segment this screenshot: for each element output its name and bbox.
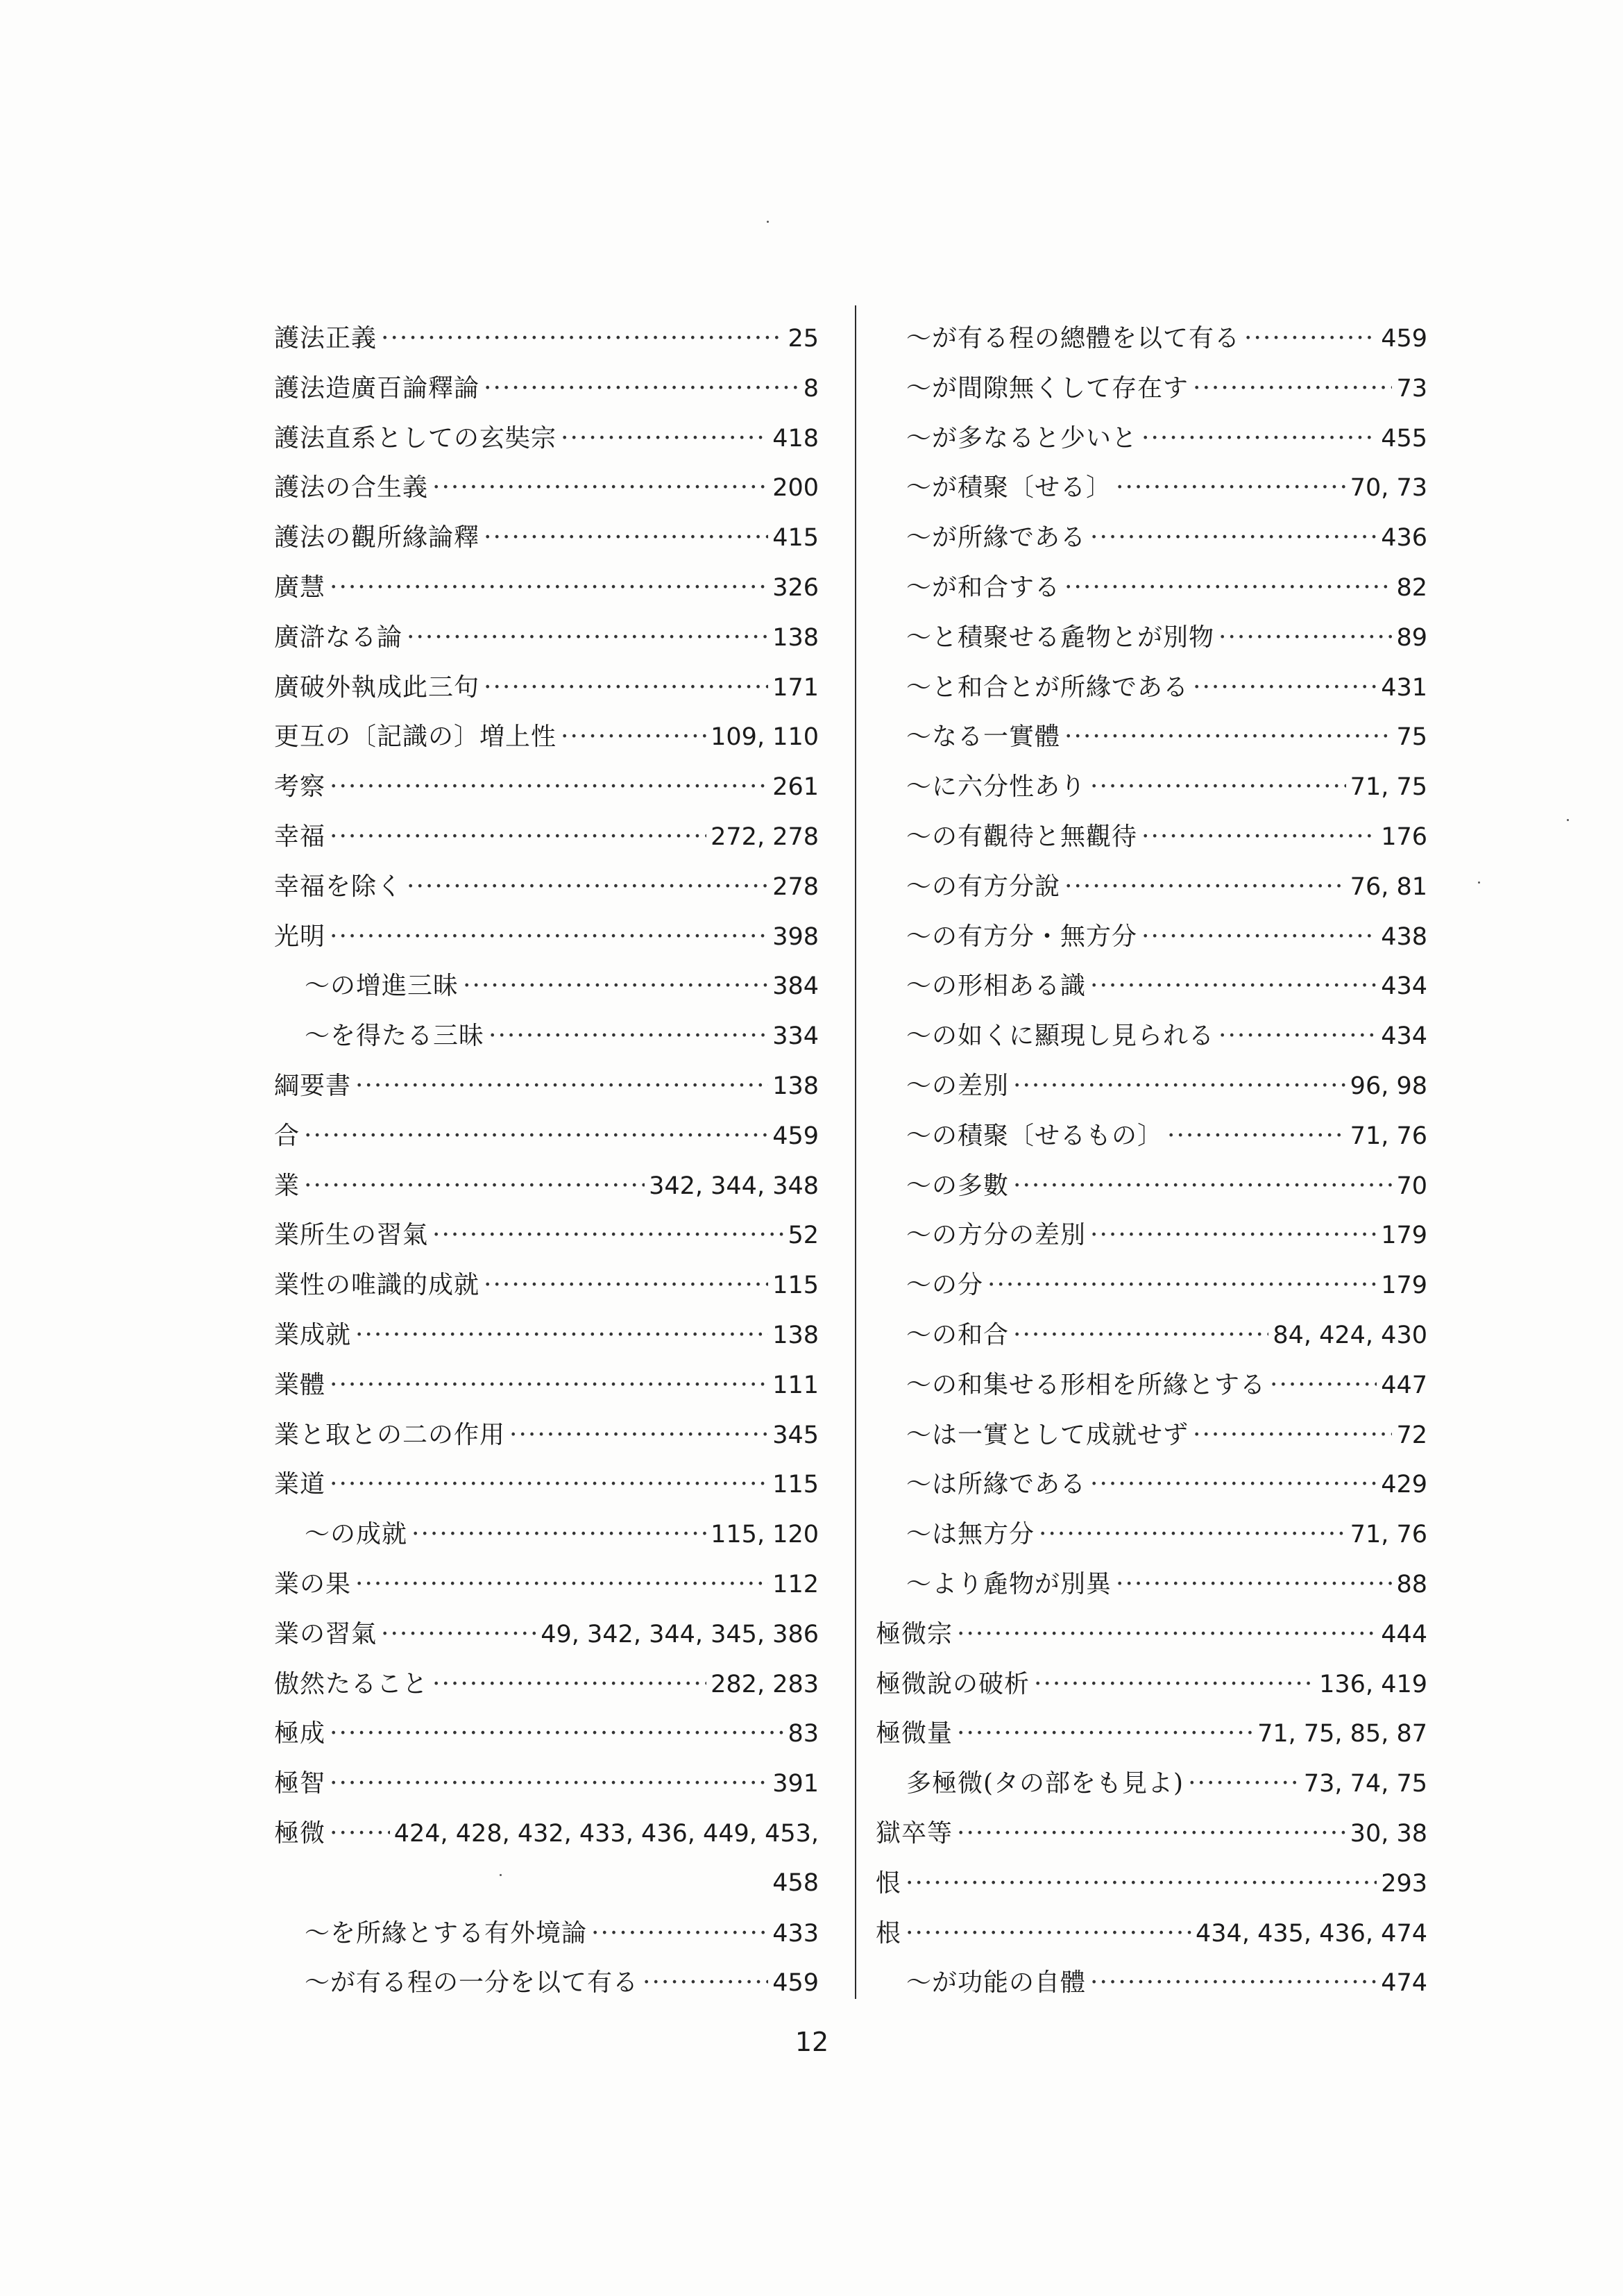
index-pages: 52 xyxy=(788,1222,819,1250)
leader-dots xyxy=(381,1610,536,1660)
leader-dots xyxy=(432,1210,783,1260)
index-term: 考察 xyxy=(274,773,326,802)
index-term: ～の如くに顯現し見られる xyxy=(906,1022,1215,1051)
index-entry xyxy=(274,1958,819,2008)
index-pages: 455 xyxy=(1381,424,1427,453)
index-entry xyxy=(876,414,1427,464)
index-entry xyxy=(274,1809,819,1859)
index-term: ～が和合する xyxy=(906,573,1061,602)
index-pages: 96, 98 xyxy=(1350,1072,1427,1100)
index-pages: 138 xyxy=(772,1321,819,1349)
leader-dots xyxy=(330,1809,390,1859)
index-pages: 111 xyxy=(772,1371,819,1399)
leader-dots xyxy=(1090,1958,1377,2008)
index-pages: 109, 110 xyxy=(711,723,819,752)
index-entry xyxy=(876,1560,1427,1610)
index-pages: 444 xyxy=(1381,1620,1427,1648)
leader-dots xyxy=(509,1410,768,1460)
index-pages: 73 xyxy=(1396,374,1427,403)
index-entry xyxy=(274,613,819,663)
index-term: ～が有る程の總體を以て有る xyxy=(906,324,1241,353)
index-entry xyxy=(274,1709,819,1759)
index-entry xyxy=(876,364,1427,414)
leader-dots xyxy=(1116,1560,1392,1610)
leader-dots xyxy=(330,1759,768,1809)
leader-dots xyxy=(1039,1510,1346,1560)
index-pages: 429 xyxy=(1381,1471,1427,1499)
index-entry xyxy=(876,513,1427,563)
index-term: 業の果 xyxy=(274,1569,352,1598)
index-term: ～は無方分 xyxy=(906,1520,1035,1549)
index-entry xyxy=(876,1210,1427,1260)
index-term: 業 xyxy=(274,1171,300,1200)
leader-dots xyxy=(330,1360,768,1410)
index-term: 業性の唯識的成就 xyxy=(274,1271,480,1300)
index-term: ～が所緣である xyxy=(906,523,1087,552)
leader-dots xyxy=(330,762,768,812)
index-pages: 112 xyxy=(772,1570,819,1598)
index-pages: 138 xyxy=(772,1072,819,1100)
leader-dots xyxy=(1064,862,1346,912)
index-pages: 433 xyxy=(772,1919,819,1948)
index-term: 光明 xyxy=(274,922,326,951)
index-pages: 293 xyxy=(1381,1869,1427,1898)
index-pages: 115 xyxy=(772,1471,819,1499)
index-entry xyxy=(876,1061,1427,1111)
index-pages: 88 xyxy=(1396,1570,1427,1598)
index-term: ～の和集せる形相を所緣とする xyxy=(906,1370,1266,1399)
index-entry xyxy=(876,1410,1427,1460)
index-term: ～を所緣とする有外境論 xyxy=(305,1918,588,1948)
leader-dots xyxy=(1193,663,1377,713)
index-pages: 171 xyxy=(772,673,819,702)
index-pages: 345 xyxy=(772,1421,819,1449)
leader-dots xyxy=(407,862,768,912)
index-term: 極微量 xyxy=(876,1719,953,1748)
index-pages: 459 xyxy=(772,1969,819,1998)
index-term: ～の成就 xyxy=(305,1520,408,1549)
index-entry xyxy=(274,563,819,613)
index-pages: 115, 120 xyxy=(711,1521,819,1549)
index-term: 業成就 xyxy=(274,1320,352,1349)
leader-dots xyxy=(1167,1111,1346,1161)
index-entry xyxy=(876,613,1427,663)
paper-speck xyxy=(1567,819,1569,821)
index-entry xyxy=(876,1260,1427,1310)
index-entry xyxy=(274,862,819,912)
index-entry xyxy=(274,1111,819,1161)
index-term: 合 xyxy=(274,1121,300,1150)
index-pages: 459 xyxy=(772,1122,819,1150)
index-entry xyxy=(876,1011,1427,1061)
index-pages: 179 xyxy=(1381,1272,1427,1300)
leader-dots xyxy=(330,912,768,962)
index-term: ～の多數 xyxy=(906,1171,1010,1200)
index-pages: 84, 424, 430 xyxy=(1273,1321,1427,1349)
index-entry xyxy=(876,1460,1427,1510)
leader-dots xyxy=(1141,912,1377,962)
index-term: 多極微(タの部をも見よ) xyxy=(906,1769,1184,1798)
leader-dots xyxy=(488,1011,768,1061)
index-column-left xyxy=(274,314,819,2008)
index-term: 極成 xyxy=(274,1719,326,1748)
index-entry xyxy=(876,1958,1427,2008)
index-entry xyxy=(876,862,1427,912)
leader-dots xyxy=(304,1161,645,1211)
index-term: 護法正義 xyxy=(274,324,377,353)
index-term: 廣慧 xyxy=(274,573,326,602)
index-term: ～なる一實體 xyxy=(906,723,1061,752)
leader-dots xyxy=(1034,1660,1315,1710)
index-pages: 447 xyxy=(1381,1371,1427,1399)
index-pages: 434, 435, 436, 474 xyxy=(1196,1919,1427,1948)
index-term: 綱要書 xyxy=(274,1071,352,1100)
index-term: 護法の合生義 xyxy=(274,473,429,503)
leader-dots xyxy=(561,712,706,762)
index-term: 護法造廣百論釋論 xyxy=(274,373,480,403)
leader-dots xyxy=(330,1709,783,1759)
index-entry xyxy=(274,1660,819,1710)
index-term: 根 xyxy=(876,1918,902,1948)
index-entry xyxy=(274,314,819,364)
index-entry xyxy=(876,663,1427,713)
leader-dots xyxy=(1116,463,1346,513)
index-entry xyxy=(274,1161,819,1211)
index-term: 護法直系としての玄奘宗 xyxy=(274,423,557,453)
index-entry xyxy=(876,1909,1427,1959)
index-pages: 200 xyxy=(772,474,819,503)
index-entry xyxy=(876,762,1427,812)
leader-dots xyxy=(1188,1759,1300,1809)
leader-dots xyxy=(957,1610,1377,1660)
index-term: ～が間隙無くして存在す xyxy=(906,373,1189,403)
index-entry xyxy=(274,663,819,713)
index-pages: 326 xyxy=(772,573,819,602)
index-pages: 115 xyxy=(772,1272,819,1300)
leader-dots xyxy=(1193,1410,1392,1460)
index-pages: 82 xyxy=(1396,573,1427,602)
index-pages: 30, 38 xyxy=(1350,1819,1427,1848)
index-term: 幸福を除く xyxy=(274,872,403,901)
leader-dots xyxy=(1090,961,1377,1011)
leader-dots xyxy=(432,1660,706,1710)
index-entry xyxy=(876,712,1427,762)
index-pages: 73, 74, 75 xyxy=(1303,1770,1427,1798)
leader-dots xyxy=(1064,563,1392,613)
leader-dots xyxy=(1013,1161,1392,1211)
index-pages: 415 xyxy=(772,524,819,552)
index-pages: 424, 428, 432, 433, 436, 449, 453, xyxy=(393,1819,819,1848)
index-term: ～に六分性あり xyxy=(906,773,1087,802)
index-entry xyxy=(274,1510,819,1560)
index-pages: 89 xyxy=(1396,623,1427,652)
index-pages: 136, 419 xyxy=(1319,1670,1427,1698)
index-entry xyxy=(274,1210,819,1260)
index-term: ～が多なると少いと xyxy=(906,423,1138,453)
leader-dots xyxy=(304,1111,768,1161)
index-term: 廣滸なる論 xyxy=(274,623,403,652)
index-entry xyxy=(876,812,1427,862)
index-pages: 384 xyxy=(772,972,819,1001)
leader-dots xyxy=(1141,812,1377,862)
index-term: 業體 xyxy=(274,1370,326,1399)
index-entry xyxy=(274,1610,819,1660)
index-pages: 459 xyxy=(1381,325,1427,353)
index-term: 恨 xyxy=(876,1868,902,1898)
index-term: 極智 xyxy=(274,1769,326,1798)
index-term: 更互の〔記識の〕増上性 xyxy=(274,723,557,752)
index-entry xyxy=(274,1759,819,1809)
index-term: 極微 xyxy=(274,1818,326,1848)
index-entry xyxy=(274,762,819,812)
leader-dots xyxy=(906,1859,1377,1909)
index-entry xyxy=(274,414,819,464)
index-pages: 176 xyxy=(1381,822,1427,851)
paper-speck xyxy=(767,221,769,223)
index-term: ～と積聚せる麁物とが別物 xyxy=(906,623,1215,652)
index-term: ～が積聚〔せる〕 xyxy=(906,473,1112,503)
index-entry xyxy=(274,364,819,414)
leader-dots xyxy=(381,314,783,364)
index-term: 業と取との二の作用 xyxy=(274,1420,506,1449)
index-term: 幸福 xyxy=(274,822,326,851)
index-entry xyxy=(876,1360,1427,1410)
index-term: ～の增進三昧 xyxy=(305,972,459,1001)
index-term: ～が有る程の一分を以て有る xyxy=(305,1968,639,1998)
leader-dots xyxy=(1090,1460,1377,1510)
index-pages: 71, 75 xyxy=(1350,773,1427,802)
column-divider xyxy=(855,305,856,1999)
index-term: 業所生の習氣 xyxy=(274,1221,429,1250)
index-entry xyxy=(274,912,819,962)
index-entry xyxy=(876,1310,1427,1360)
index-pages: 179 xyxy=(1381,1222,1427,1250)
index-term: 獄卒等 xyxy=(876,1818,953,1848)
index-term: ～の有觀待と無觀待 xyxy=(906,822,1138,851)
leader-dots xyxy=(1064,712,1392,762)
index-entry xyxy=(274,1310,819,1360)
index-entry xyxy=(876,314,1427,364)
leader-dots xyxy=(906,1909,1191,1959)
index-term: 護法の觀所緣論釋 xyxy=(274,523,480,552)
leader-dots xyxy=(1090,762,1346,812)
index-pages: 398 xyxy=(772,922,819,951)
leader-dots xyxy=(411,1510,706,1560)
index-term: 廣破外執成此三句 xyxy=(274,673,480,702)
index-entry xyxy=(274,961,819,1011)
index-pages: 272, 278 xyxy=(711,822,819,851)
index-pages: 278 xyxy=(772,872,819,901)
index-entry xyxy=(274,1859,819,1909)
leader-dots xyxy=(484,663,768,713)
leader-dots xyxy=(1244,314,1377,364)
index-entry xyxy=(876,1809,1427,1859)
index-term: ～は一實として成就せず xyxy=(906,1420,1189,1449)
index-entry xyxy=(876,1111,1427,1161)
index-entry xyxy=(274,1061,819,1111)
index-entry xyxy=(274,1909,819,1959)
index-entry xyxy=(876,912,1427,962)
index-entry xyxy=(876,961,1427,1011)
leader-dots xyxy=(432,463,768,513)
index-entry xyxy=(274,1360,819,1410)
index-entry xyxy=(274,1410,819,1460)
index-term: ～の積聚〔せるもの〕 xyxy=(906,1121,1164,1150)
paper-speck xyxy=(500,1874,502,1876)
index-term: ～を得たる三昧 xyxy=(305,1022,485,1051)
index-term: 傲然たること xyxy=(274,1669,429,1698)
leader-dots xyxy=(561,414,768,464)
leader-dots xyxy=(1218,613,1392,663)
page-number: 12 xyxy=(794,2027,829,2057)
index-pages: 334 xyxy=(772,1022,819,1051)
index-pages: 71, 76 xyxy=(1350,1122,1427,1150)
leader-dots xyxy=(355,1061,768,1111)
index-term: ～の形相ある識 xyxy=(906,972,1087,1001)
leader-dots xyxy=(330,1460,768,1510)
leader-dots xyxy=(1090,513,1377,563)
index-entry xyxy=(274,712,819,762)
index-entry xyxy=(876,1709,1427,1759)
index-pages: 49, 342, 344, 345, 386 xyxy=(541,1620,819,1648)
index-entry xyxy=(876,1161,1427,1211)
index-pages: 342, 344, 348 xyxy=(649,1172,819,1200)
index-entry xyxy=(274,463,819,513)
leader-dots xyxy=(1193,364,1392,414)
index-entry xyxy=(876,1660,1427,1710)
index-pages: 83 xyxy=(788,1720,819,1748)
index-pages: 75 xyxy=(1396,723,1427,752)
index-entry xyxy=(876,1510,1427,1560)
index-term: ～の方分の差別 xyxy=(906,1221,1087,1250)
index-pages: 391 xyxy=(772,1770,819,1798)
index-pages: 434 xyxy=(1381,1022,1427,1051)
index-entry xyxy=(274,1011,819,1061)
leader-dots xyxy=(643,1958,768,2008)
leader-dots xyxy=(484,364,799,414)
index-term: 極微說の破析 xyxy=(876,1669,1030,1698)
leader-dots xyxy=(463,961,768,1011)
index-entry xyxy=(876,1759,1427,1809)
index-pages: 72 xyxy=(1396,1421,1427,1449)
index-pages: 25 xyxy=(788,325,819,353)
index-entry xyxy=(876,463,1427,513)
index-entry xyxy=(876,563,1427,613)
leader-dots xyxy=(1141,414,1377,464)
index-term: ～の和合 xyxy=(906,1320,1010,1349)
leader-dots xyxy=(1270,1360,1377,1410)
index-term: ～の分 xyxy=(906,1271,984,1300)
index-entry xyxy=(876,1859,1427,1909)
leader-dots xyxy=(330,563,768,613)
leader-dots xyxy=(1013,1310,1268,1360)
leader-dots xyxy=(484,513,768,563)
paper-speck xyxy=(1478,881,1480,884)
leader-dots xyxy=(330,812,706,862)
index-pages: 431 xyxy=(1381,673,1427,702)
index-entry xyxy=(274,1260,819,1310)
leader-dots xyxy=(355,1310,768,1360)
index-pages: 261 xyxy=(772,773,819,802)
index-pages: 70, 73 xyxy=(1350,474,1427,503)
index-pages: 438 xyxy=(1381,922,1427,951)
index-pages: 76, 81 xyxy=(1350,872,1427,901)
index-pages: 474 xyxy=(1381,1969,1427,1998)
index-term: ～より麁物が別異 xyxy=(906,1569,1112,1598)
index-term: ～が功能の自體 xyxy=(906,1968,1087,1998)
index-pages: 434 xyxy=(1381,972,1427,1001)
index-entry xyxy=(274,1460,819,1510)
index-pages: 71, 76 xyxy=(1350,1521,1427,1549)
index-pages: 418 xyxy=(772,424,819,453)
leader-dots xyxy=(957,1709,1253,1759)
index-entry xyxy=(274,513,819,563)
index-pages: 458 xyxy=(772,1868,819,1897)
index-term: ～と和合とが所緣である xyxy=(906,673,1189,702)
index-pages: 436 xyxy=(1381,524,1427,552)
index-term: 業道 xyxy=(274,1470,326,1499)
index-term: ～は所緣である xyxy=(906,1470,1087,1499)
leader-dots xyxy=(355,1560,768,1610)
leader-dots xyxy=(591,1909,768,1959)
index-column-right xyxy=(876,314,1427,2008)
leader-dots xyxy=(1013,1061,1346,1111)
index-entry xyxy=(274,1560,819,1610)
leader-dots xyxy=(484,1260,768,1310)
leader-dots xyxy=(1218,1011,1377,1061)
leader-dots xyxy=(987,1260,1377,1310)
index-pages: 282, 283 xyxy=(711,1670,819,1698)
index-pages: 8 xyxy=(803,374,819,403)
leader-dots xyxy=(1090,1210,1377,1260)
index-pages: 71, 75, 85, 87 xyxy=(1257,1720,1427,1748)
leader-dots xyxy=(957,1809,1346,1859)
index-term: 業の習氣 xyxy=(274,1619,377,1648)
leader-dots xyxy=(407,613,768,663)
index-term: ～の差別 xyxy=(906,1071,1010,1100)
index-term: ～の有方分・無方分 xyxy=(906,922,1138,951)
index-entry xyxy=(274,812,819,862)
index-pages: 138 xyxy=(772,623,819,652)
index-pages: 70 xyxy=(1396,1172,1427,1200)
index-term: ～の有方分說 xyxy=(906,872,1061,901)
index-entry xyxy=(876,1610,1427,1660)
index-term: 極微宗 xyxy=(876,1619,953,1648)
